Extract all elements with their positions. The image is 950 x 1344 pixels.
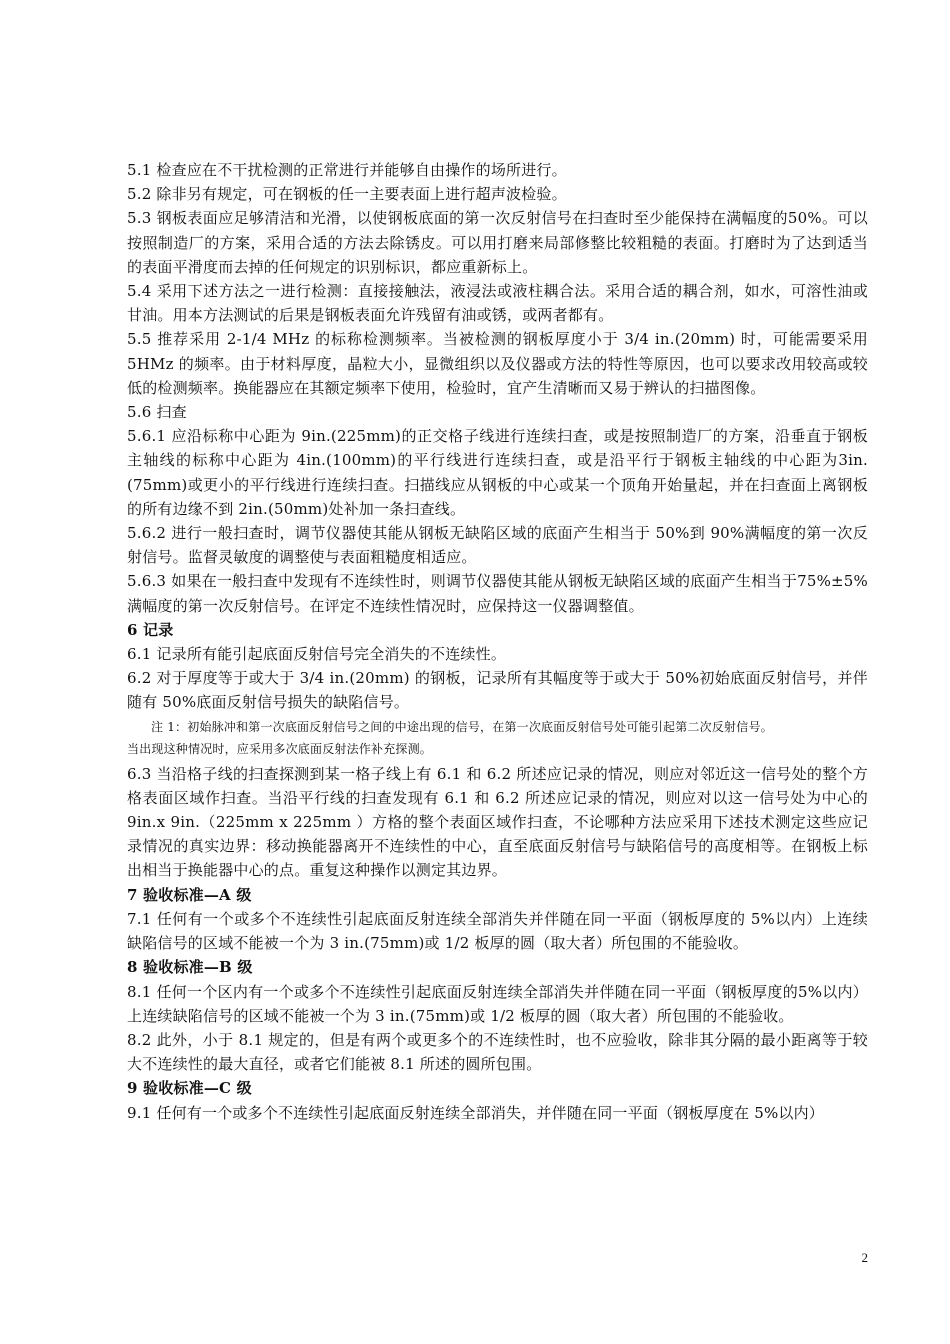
section-heading: 7 验收标准—A 级 [127,885,252,904]
section-heading: 8 验收标准—B 级 [127,958,253,977]
paragraph: 5.6 扫查 [127,403,187,422]
paragraph: 5.2 除非另有规定，可在钢板的任一主要表面上进行超声波检验。 [127,185,567,204]
paragraph: 5.5 推荐采用 2-1/4 MHz 的标称检测频率。当被检测的钢板厚度小于 3/4 in.(20mm) 时，可能需要采用 5HMz 的频率。由于材料厚度，晶粒大小，显微组织以及仪器或方法的特性等原因，也可以要求改用较高或较低的检测频率。换能器应在其额定频率下使用，检验时，宜产生清晰而又易于辨认的扫描图像。 [127,330,868,397]
document-body [127,158,868,1125]
paragraph: 6.3 当沿格子线的扫查探测到某一格子线上有 6.1 和 6.2 所述应记录的情况，则应对邻近这一信号处的整个方格表面区域作扫查。当沿平行线的扫查发现有 6.1 和 6.2 所述应记录的情况，则应对以这一信号处为中心的 9in.x 9in.（225mm x 225mm ）方格的整个表面区域作扫查，不论哪种方法应采用下述技术测定这些应记录情况的真实边界：移动换能器离开不连续性的中心，直至底面反射信号与缺陷信号的高度相等。在钢板上标出相当于换能器中心的点。重复这种操作以测定其边界。 [127,764,868,880]
paragraph: 8.1 任何一个区内有一个或多个不连续性引起底面反射连续全部消失并伴随在同一平面（钢板厚度的5%以内）上连续缺陷信号的区域不能被一个为 3 in.(75mm)或 1/2 板厚的圆（取大者）所包围的不能验收。 [127,982,868,1025]
paragraph: 6.2 对于厚度等于或大于 3/4 in.(20mm) 的钢板，记录所有其幅度等于或大于 50%初始底面反射信号，并伴随有 50%底面反射信号损失的缺陷信号。 [127,669,868,712]
section-heading: 6 记录 [127,620,174,639]
paragraph: 8.2 此外，小于 8.1 规定的，但是有两个或更多个的不连续性时，也不应验收，除非其分隔的最小距离等于较大不连续性的最大直径，或者它们能被 8.1 所述的圆所包围。 [127,1030,868,1074]
paragraph: 5.6.1 应沿标称中心距为 9in.(225mm)的正交格子线进行连续扫查，或是按照制造厂的方案，沿垂直于钢板主轴线的标称中心距为 4in.(100mm)的平行线进行连续扫查，或是沿平行于钢板主轴线的中心距为3in.(75mm)或更小的平行线进行连续扫查。扫描线应从钢板的中心或某一个顶角开始量起，并在扫查面上离钢板的所有边缘不到 2in.(50mm)处补加一条扫查线。 [127,427,868,518]
paragraph: 6.1 记录所有能引起底面反射信号完全消失的不连续性。 [127,645,507,664]
paragraph: 5.6.3 如果在一般扫查中发现有不连续性时，则调节仪器使其能从钢板无缺陷区域的底面产生相当于75%±5%满幅度的第一次反射信号。在评定不连续性情况时，应保持这一仪器调整值。 [127,572,868,615]
paragraph: 5.3 钢板表面应足够清洁和光滑，以使钢板底面的第一次反射信号在扫查时至少能保持在满幅度的50%。可以按照制造厂的方案，采用合适的方法去除锈皮。可以用打磨来局部修整比较粗糙的表面。打磨时为了达到适当的表面平滑度而去掉的任何规定的识别标识，都应重新标上。 [127,209,868,276]
paragraph: 7.1 任何有一个或多个不连续性引起底面反射连续全部消失并伴随在同一平面（钢板厚度的 5%以内）上连续缺陷信号的区域不能被一个为 3 in.(75mm)或 1/2 板厚的圆（取大者）所包围的不能验收。 [127,909,868,953]
page-number: 2 [861,1250,868,1265]
note-paragraph: 注 1：初始脉冲和第一次底面反射信号之间的中途出现的信号，在第一次底面反射信号处可能引起第二次反射信号。 [151,719,773,734]
paragraph: 5.4 采用下述方法之一进行检测：直接接触法，液浸法或液柱耦合法。采用合适的耦合剂，如水，可溶性油或甘油。用本方法测试的后果是钢板表面允许残留有油或锈，或两者都有。 [127,282,868,325]
paragraph: 5.6.2 进行一般扫查时，调节仪器使其能从钢板无缺陷区域的底面产生相当于 50%到 90%满幅度的第一次反射信号。监督灵敏度的调整使与表面粗糙度相适应。 [127,524,868,567]
section-heading: 9 验收标准—C 级 [127,1079,252,1098]
paragraph: 9.1 任何有一个或多个不连续性引起底面反射连续全部消失，并伴随在同一平面（钢板厚度在 5%以内） [127,1103,824,1122]
note-paragraph-continued: 当出现这种情况时，应采用多次底面反射法作补充探测。 [127,741,433,756]
paragraph: 5.1 检查应在不干扰检测的正常进行并能够自由操作的场所进行。 [127,161,567,179]
